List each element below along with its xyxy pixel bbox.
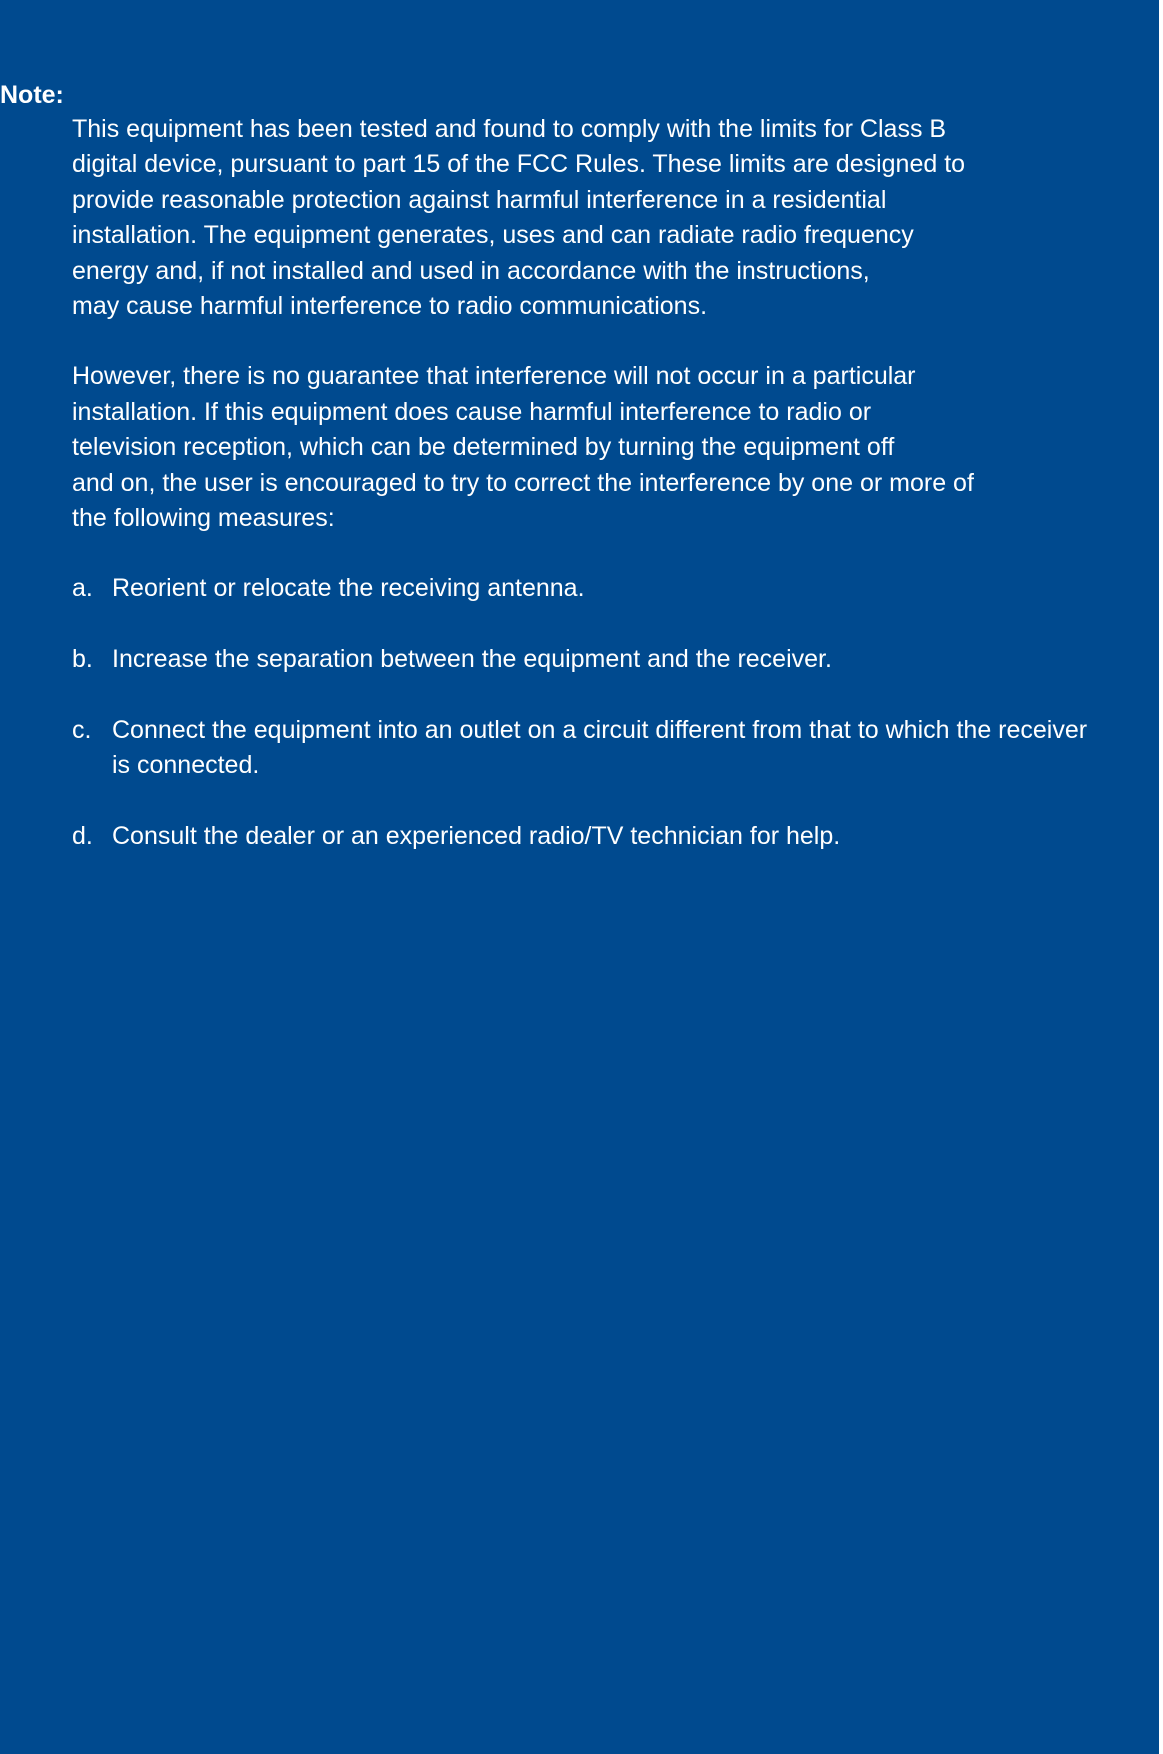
list-marker: a. bbox=[72, 574, 93, 603]
list-item-text: Reorient or relocate the receiving antenna. bbox=[112, 574, 585, 603]
page-edge-divider bbox=[1159, 0, 1163, 1754]
list-item-text: Increase the separation between the equipment and the receiver. bbox=[112, 645, 832, 674]
list-item bbox=[72, 571, 1092, 606]
list-marker: d. bbox=[72, 822, 93, 851]
fcc-notice-body bbox=[72, 112, 1092, 890]
list-item-text: Consult the dealer or an experienced radio/TV technician for help. bbox=[112, 822, 841, 851]
list-item-text: Connect the equipment into an outlet on a circuit different from that to which the receiver is connected. bbox=[112, 716, 1088, 780]
interference-paragraph: However, there is no guarantee that interference will not occur in a particular installation. If this equipment does cause harmful interference to radio or television reception, which can be determined by turning the equipment off and on, the user is encouraged to try to correct the interference by one or more of the following measures: bbox=[72, 362, 974, 533]
list-item bbox=[72, 642, 1092, 677]
list-item bbox=[72, 713, 1092, 784]
list-marker: b. bbox=[72, 645, 93, 674]
note-heading: Note: bbox=[0, 81, 64, 109]
list-marker: c. bbox=[72, 716, 92, 745]
compliance-paragraph: This equipment has been tested and found to comply with the limits for Class B digital device, pursuant to part 15 of the FCC Rules. These limits are designed to provide reasonable protection against harmful interference in a residential installation. The equipment generates, uses and can radiate radio frequency energy and, if not installed and used in accordance with the instructions, may cause harmful interference to radio communications. bbox=[72, 115, 966, 321]
list-item bbox=[72, 819, 1092, 854]
measures-list bbox=[72, 571, 1092, 854]
